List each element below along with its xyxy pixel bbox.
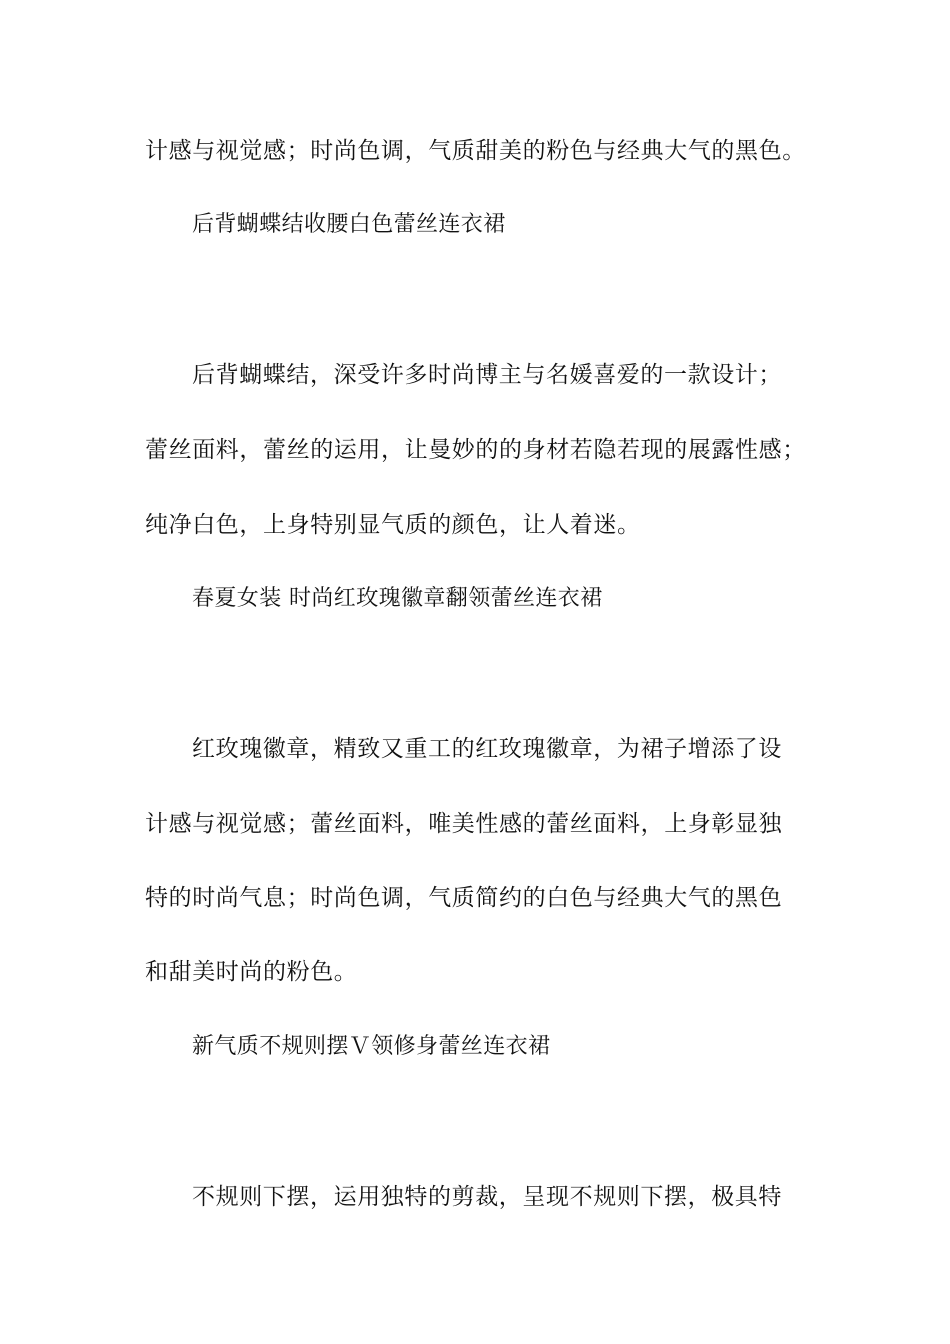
paragraph-line: 和甜美时尚的粉色。 xyxy=(145,959,358,985)
paragraph-line: 特的时尚气息；时尚色调，气质简约的白色与经典大气的黑色 xyxy=(145,885,783,911)
paragraph-line: 纯净白色，上身特别显气质的颜色，让人着迷。 xyxy=(145,512,641,538)
paragraph-line: 红玫瑰徽章，精致又重工的红玫瑰徽章，为裙子增添了设 xyxy=(192,736,782,762)
paragraph-line: 计感与视觉感；时尚色调，气质甜美的粉色与经典大气的黑色。 xyxy=(145,138,806,164)
product-heading: 春夏女装 时尚红玫瑰徽章翻领蕾丝连衣裙 xyxy=(192,586,603,611)
product-heading: 后背蝴蝶结收腰白色蕾丝连衣裙 xyxy=(192,212,506,237)
paragraph-line: 不规则下摆，运用独特的剪裁，呈现不规则下摆，极具特 xyxy=(192,1184,782,1210)
product-heading: 新气质不规则摆Ｖ领修身蕾丝连衣裙 xyxy=(192,1034,551,1059)
paragraph-line: 计感与视觉感；蕾丝面料，唯美性感的蕾丝面料，上身彰显独 xyxy=(145,811,783,837)
paragraph-line: 蕾丝面料，蕾丝的运用，让曼妙的的身材若隐若现的展露性感； xyxy=(145,437,806,463)
paragraph-line: 后背蝴蝶结，深受许多时尚博主与名媛喜爱的一款设计； xyxy=(192,362,782,388)
